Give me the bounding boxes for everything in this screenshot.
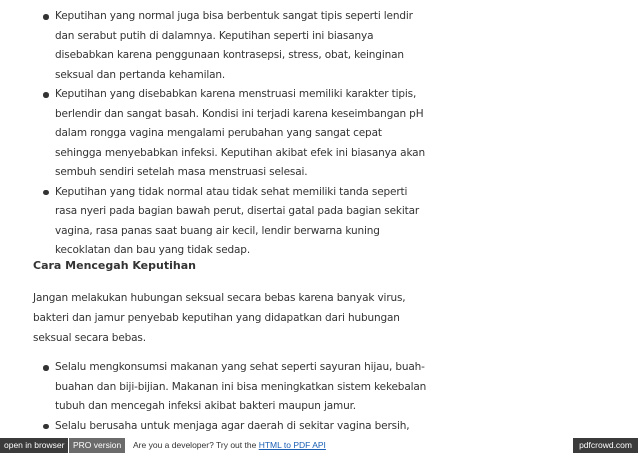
list-item: Selalu berusaha untuk menjaga agar daerah di sekitar vagina bersih, [55, 417, 430, 435]
bullet-list-bottom [55, 358, 430, 434]
bullet-list-top [55, 7, 430, 261]
list-item: Keputihan yang tidak normal atau tidak sehat memiliki tanda seperti rasa nyeri pada bagian bawah perut, disertai gatal pada bagian sekitar vagina, rasa panas saat buang air kecil, lendir berwarna kuning kecoklatan dan bau yang tidak sedap. [55, 183, 430, 261]
pdfcrowd-brand-link[interactable]: pdfcrowd.com [573, 438, 638, 453]
pdfcrowd-footer-bar [0, 438, 638, 453]
developer-promo-text [133, 438, 326, 453]
open-in-browser-button[interactable]: open in browser [0, 438, 68, 453]
list-item: Selalu mengkonsumsi makanan yang sehat seperti sayuran hijau, buah-buahan dan biji-bijian. Makanan ini bisa meningkatkan sistem kekebalan tubuh dan mencegah infeksi akibat bakteri maupun jamur. [55, 358, 430, 417]
section-paragraph: Jangan melakukan hubungan seksual secara bebas karena banyak virus, bakteri dan jamur penyebab keputihan yang didapatkan dari hubungan seksual secara bebas. [33, 292, 406, 344]
pro-version-button[interactable]: PRO version [69, 438, 125, 453]
html-to-pdf-api-link[interactable]: HTML to PDF API [258, 440, 326, 450]
list-item: Keputihan yang normal juga bisa berbentuk sangat tipis seperti lendir dan serabut putih di dalamnya. Keputihan seperti ini biasanya disebabkan karena penggunaan kontrasepsi, stress, obat, keinginan seksual dan pertanda kehamilan. [55, 7, 430, 85]
developer-promo-label: Are you a developer? Try out the [133, 440, 259, 450]
section-heading: Cara Mencegah Keputihan [33, 259, 196, 272]
list-item: Keputihan yang disebabkan karena menstruasi memiliki karakter tipis, berlendir dan sangat basah. Kondisi ini terjadi karena keseimbangan pH dalam rongga vagina mengalami perubahan yang sangat cepat sehingga menyebabkan infeksi. Keputihan akibat efek ini biasanya akan sembuh sendiri setelah masa menstruasi selesai. [55, 85, 430, 183]
